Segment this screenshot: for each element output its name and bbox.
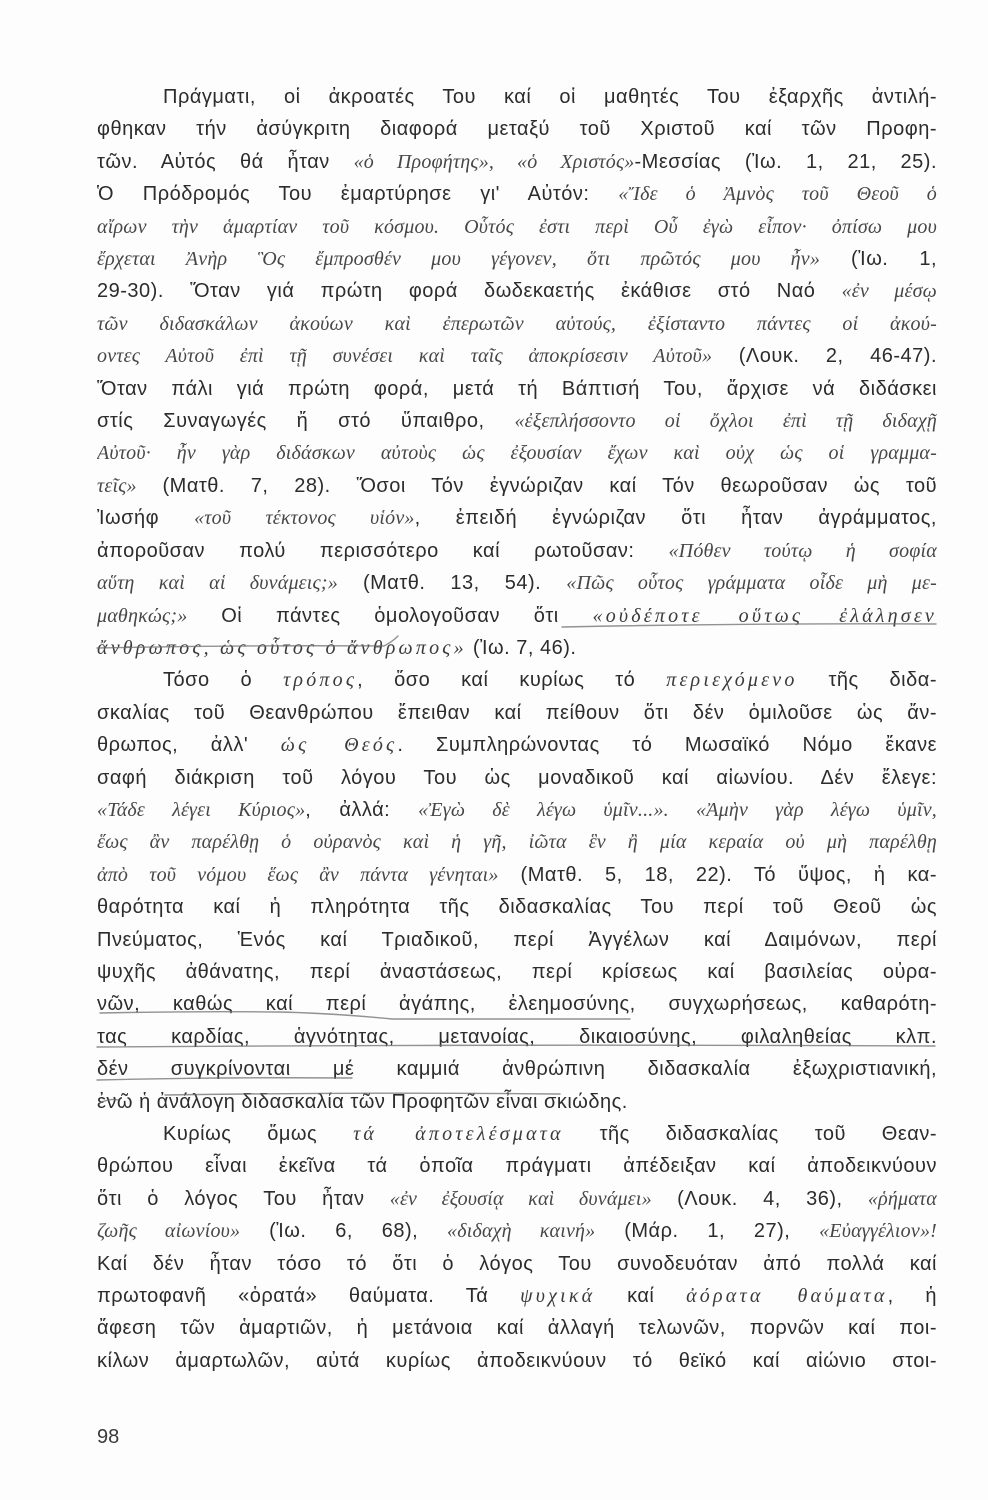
roman-text: (Ματθ. 13, 54). bbox=[337, 572, 567, 595]
text-line bbox=[97, 405, 937, 437]
text-line bbox=[97, 567, 937, 599]
text-line bbox=[97, 664, 937, 696]
italic-quote: «Πῶς οὗτος γράμματα οἶδε μὴ με- bbox=[566, 572, 937, 595]
italic-quote: «Τάδε λέγει Κύριος» bbox=[97, 798, 306, 821]
roman-text: φθηκαν τήν ἀσύγκριτη διαφορά μεταξύ τοῦ Χριστοῦ καί τῶν Προφη- bbox=[97, 118, 937, 141]
spaced-emphasis: ἀόρατα θαύματα bbox=[686, 1285, 888, 1308]
italic-quote: «Εὐαγγέλιον»! bbox=[819, 1220, 937, 1243]
roman-text: Πράγματι, οἱ ἀκροατές Του καί οἱ μαθητές Του ἐξαρχῆς ἀντιλή- bbox=[163, 86, 937, 108]
text-line bbox=[97, 1280, 937, 1312]
text-line bbox=[97, 308, 937, 340]
text-line bbox=[97, 956, 937, 988]
italic-quote: ἀπὸ τοῦ νόμου ἕως ἂν πάντα γένηται» bbox=[97, 863, 499, 886]
text-line bbox=[97, 1345, 937, 1377]
roman-text: Οἱ πάντες ὁμολογοῦσαν ὅτι bbox=[187, 604, 593, 627]
roman-text: κίλων ἁμαρτωλῶν, αὐτά κυρίως ἀποδεικνύουν τό θεϊκό καί αἰώνιο στοι- bbox=[97, 1349, 937, 1372]
text-line bbox=[97, 859, 937, 891]
text-line bbox=[97, 275, 937, 307]
text-line bbox=[97, 924, 937, 956]
page-number: 98 bbox=[97, 1426, 120, 1448]
roman-text: τας καρδίας, ἁγνότητας, μετανοίας, δικαιοσύνης, φιλαληθείας κλπ. bbox=[97, 1025, 937, 1048]
text-line bbox=[97, 373, 937, 405]
text-line bbox=[97, 535, 937, 567]
italic-quote: «Ἐγὼ δὲ λέγω ὑμῖν...». «Ἀμὴν γὰρ λέγω ὑμῖν, bbox=[418, 798, 937, 821]
text-line bbox=[97, 340, 937, 372]
text-line bbox=[97, 600, 937, 632]
italic-quote: «ἐν μέσῳ bbox=[841, 280, 937, 303]
text-line bbox=[97, 437, 937, 469]
text-line bbox=[97, 243, 937, 275]
italic-quote: μαθηκώς;» bbox=[97, 604, 188, 627]
roman-text: ψυχῆς ἀθάνατης, περί ἀναστάσεως, περί κρίσεως καί βασιλείας οὐρα- bbox=[97, 960, 937, 983]
italic-quote: «Πόθεν τούτῳ ἡ σοφία bbox=[668, 539, 937, 562]
roman-text: στίς Συναγωγές ἤ στό ὕπαιθρο, bbox=[97, 410, 515, 433]
roman-text: σκαλίας τοῦ Θεανθρώπου ἔπειθαν καί πείθουν ὅτι δέν ὁμιλοῦσε ὡς ἄν- bbox=[97, 701, 937, 724]
text-line bbox=[97, 762, 937, 794]
page-text-body bbox=[97, 81, 937, 1377]
text-line bbox=[97, 502, 937, 534]
italic-quote: τεῖς» bbox=[97, 474, 137, 497]
roman-text: πρωτοφανῆ «ὁρατά» θαύματα. Τά bbox=[97, 1285, 521, 1308]
roman-text: (Ματθ. 5, 18, 22). Τό ὕψος, ἡ κα- bbox=[498, 863, 937, 886]
roman-text: ἄφεση τῶν ἁμαρτιῶν, ἡ μετάνοια καί ἀλλαγή τελωνῶν, πορνῶν καί ποι- bbox=[97, 1317, 937, 1340]
roman-text: Τόσο ὁ bbox=[163, 669, 284, 692]
text-line bbox=[97, 178, 937, 210]
text-line bbox=[97, 697, 937, 729]
text-line bbox=[97, 1053, 937, 1085]
text-line bbox=[97, 729, 937, 761]
text-line bbox=[97, 113, 937, 145]
spaced-emphasis: ὡς Θεός bbox=[280, 734, 398, 757]
italic-quote: «ἐν ἐξουσίᾳ καὶ δυνάμει» bbox=[389, 1187, 652, 1210]
roman-text: (Ἰω. 6, 68), bbox=[240, 1220, 447, 1243]
italic-quote: αἴρων τὴν ἁμαρτίαν τοῦ κόσμου. Οὗτός ἐστι περὶ Οὗ ἐγὼ εἶπον· ὀπίσω μου bbox=[97, 215, 937, 238]
roman-text: Κυρίως ὅμως bbox=[163, 1123, 354, 1145]
italic-quote: «ἐξεπλήσσοντο οἱ ὄχλοι ἐπὶ τῇ διδαχῇ bbox=[514, 410, 937, 433]
paragraph bbox=[97, 81, 937, 664]
roman-text: , ἀλλά: bbox=[305, 798, 419, 821]
text-line bbox=[97, 632, 937, 664]
roman-text: -Μεσσίας (Ἰω. 1, 21, 25). bbox=[634, 150, 937, 173]
spaced-emphasis: περιεχόμενο bbox=[666, 669, 798, 692]
roman-text: καί bbox=[595, 1285, 687, 1308]
text-line bbox=[97, 146, 937, 178]
spaced-emphasis: «οὐδέποτε οὕτως ἐλάλησεν bbox=[592, 604, 937, 627]
text-line bbox=[97, 470, 937, 502]
text-line bbox=[97, 1086, 937, 1118]
italic-quote: «ῥήματα bbox=[867, 1187, 937, 1210]
text-line bbox=[97, 1183, 937, 1215]
spaced-emphasis: τρόπος bbox=[283, 669, 358, 692]
italic-quote: «Ἴδε ὁ Ἀμνὸς τοῦ Θεοῦ ὁ bbox=[618, 183, 937, 206]
roman-text: (Λουκ. 4, 36), bbox=[651, 1187, 868, 1210]
text-line bbox=[97, 988, 937, 1020]
italic-quote: Αὐτοῦ· ἦν γὰρ διδάσκων αὐτοὺς ὡς ἐξουσίαν ἔχων καὶ οὐχ ὡς οἱ γραμμα- bbox=[97, 442, 937, 465]
roman-text: τῆς διδα- bbox=[797, 669, 937, 692]
text-line bbox=[97, 1150, 937, 1182]
roman-text: τῆς διδασκαλίας τοῦ Θεαν- bbox=[563, 1123, 937, 1145]
text-line bbox=[97, 1021, 937, 1053]
roman-text: θρώπου εἶναι ἐκεῖνα τά ὁποῖα πράγματι ἀπέδειξαν καί ἀποδεικνύουν bbox=[97, 1155, 937, 1178]
roman-text: Ὁ Πρόδρομός Του ἐμαρτύρησε γι' Αὐτόν: bbox=[97, 183, 619, 206]
italic-quote: αὕτη καὶ αἱ δυνάμεις;» bbox=[97, 572, 338, 595]
italic-quote: «ὁ Προφήτης», «ὁ Χριστός» bbox=[353, 150, 635, 173]
roman-text: θαρότητα καί ἡ πληρότητα τῆς διδασκαλίας Του περί τοῦ Θεοῦ ὡς bbox=[97, 896, 937, 919]
roman-text: , ἡ bbox=[887, 1285, 937, 1308]
italic-quote: «διδαχὴ καινή» bbox=[447, 1220, 596, 1243]
roman-text: Πνεύματος, Ἑνός καί Τριαδικοῦ, περί Ἀγγέλων καί Δαιμόνων, περί bbox=[97, 928, 937, 951]
roman-text: δέν συγκρίνονται μέ καμμιά ἀνθρώπινη διδασκαλία ἐξωχριστιανική, bbox=[97, 1058, 937, 1081]
text-line bbox=[97, 1248, 937, 1280]
text-line bbox=[97, 826, 937, 858]
roman-text: , ὅσο καί κυρίως τό bbox=[357, 669, 667, 692]
spaced-emphasis: τά ἀποτελέσματα bbox=[353, 1123, 564, 1145]
text-line bbox=[97, 794, 937, 826]
italic-quote: οντες Αὐτοῦ ἐπὶ τῇ συνέσει καὶ ταῖς ἀποκρίσεσιν Αὐτοῦ» bbox=[97, 345, 713, 368]
text-line bbox=[97, 1215, 937, 1247]
roman-text: ἀποροῦσαν πολύ περισσότερο καί ρωτοῦσαν: bbox=[97, 539, 669, 562]
roman-text: σαφή διάκριση τοῦ λόγου Του ὡς μοναδικοῦ καί αἰωνίου. Δέν ἔλεγε: bbox=[97, 766, 937, 789]
roman-text: Ἰωσήφ bbox=[97, 507, 195, 530]
italic-quote: ζωῆς αἰωνίου» bbox=[97, 1220, 241, 1243]
roman-text: Καί δέν ἦταν τόσο τό ὅτι ὁ λόγος Του συνοδευόταν ἀπό πολλά καί bbox=[97, 1252, 937, 1275]
roman-text: τῶν. Αὐτός θά ἦταν bbox=[97, 150, 354, 173]
roman-text: Ὅταν πάλι γιά πρώτη φορά, μετά τή Βάπτισή Του, ἄρχισε νά διδάσκει bbox=[97, 377, 937, 400]
italic-quote: τῶν διδασκάλων ἀκούων καὶ ἐπερωτῶν αὐτούς, ἐξίσταντο πάντες οἱ ἀκού- bbox=[97, 312, 937, 335]
text-line bbox=[97, 1312, 937, 1344]
roman-text: (Μάρ. 1, 27), bbox=[595, 1220, 820, 1243]
roman-text: ἐνῶ ἡ ἀνάλογη διδασκαλία τῶν Προφητῶν εἶναι σκιώδης. bbox=[97, 1090, 628, 1113]
roman-text: (Ματθ. 7, 28). Ὅσοι Τόν ἐγνώριζαν καί Τόν θεωροῦσαν ὡς τοῦ bbox=[136, 474, 937, 497]
roman-text: ὅτι ὁ λόγος Του ἦταν bbox=[97, 1187, 390, 1210]
roman-text: (Λουκ. 2, 46-47). bbox=[712, 345, 937, 368]
text-line bbox=[97, 1118, 937, 1150]
spaced-emphasis: ἄνθρωπος, ὡς οὗτος ὁ ἄνθρωπος» bbox=[97, 636, 467, 659]
paragraph bbox=[97, 664, 937, 1118]
roman-text: θρωπος, ἀλλ' bbox=[97, 734, 281, 757]
roman-text: (Ἰω. 1, bbox=[820, 248, 937, 271]
italic-quote: «τοῦ τέκτονος υἱόν» bbox=[194, 507, 415, 530]
text-line bbox=[97, 891, 937, 923]
roman-text: . Συμπληρώνοντας τό Μωσαϊκό Νόμο ἔκανε bbox=[397, 734, 937, 757]
roman-text: νῶν, καθώς καί περί ἀγάπης, ἐλεημοσύνης, συγχωρήσεως, καθαρότη- bbox=[97, 993, 937, 1016]
text-line bbox=[97, 81, 937, 113]
paragraph bbox=[97, 1118, 937, 1377]
italic-quote: ἔρχεται Ἀνὴρ Ὃς ἔμπροσθέν μου γέγονεν, ὅτι πρῶτός μου ἦν» bbox=[97, 248, 821, 271]
roman-text: (Ἰω. 7, 46). bbox=[466, 636, 577, 659]
roman-text: , ἐπειδή ἐγνώριζαν ὅτι ἦταν ἀγράμματος, bbox=[414, 507, 937, 530]
text-line bbox=[97, 211, 937, 243]
roman-text: 29-30). Ὅταν γιά πρώτη φορά δωδεκαετής ἐκάθισε στό Ναό bbox=[97, 280, 842, 303]
italic-quote: ἕως ἂν παρέλθῃ ὁ οὐρανὸς καὶ ἡ γῆ, ἰῶτα ἓν ἢ μία κεραία οὐ μὴ παρέλθῃ bbox=[97, 831, 937, 854]
spaced-emphasis: ψυχικά bbox=[520, 1285, 596, 1308]
